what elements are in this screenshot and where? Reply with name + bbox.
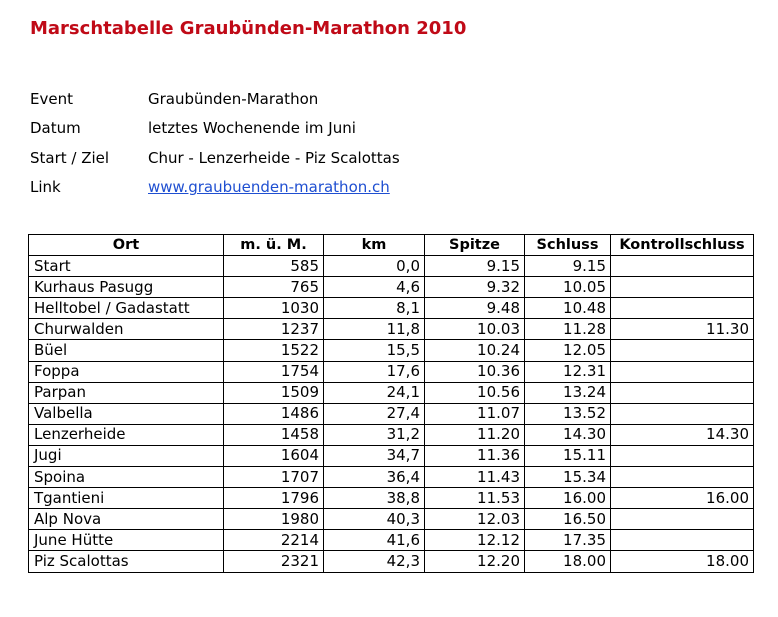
table-row bbox=[29, 488, 754, 509]
cell-spitze: 10.56 bbox=[425, 382, 525, 403]
cell-ort: Lenzerheide bbox=[29, 424, 224, 445]
table-body bbox=[29, 256, 754, 572]
cell-hoehe: 1030 bbox=[224, 298, 324, 319]
table-row bbox=[29, 424, 754, 445]
event-info bbox=[30, 84, 400, 202]
cell-spitze: 10.24 bbox=[425, 340, 525, 361]
info-label: Link bbox=[30, 178, 61, 197]
cell-schluss: 10.05 bbox=[525, 277, 611, 298]
cell-spitze: 11.53 bbox=[425, 488, 525, 509]
cell-schluss: 13.24 bbox=[525, 382, 611, 403]
column-header-spitze: Spitze bbox=[425, 235, 525, 256]
cell-kontrollschluss bbox=[611, 382, 754, 403]
info-label: Datum bbox=[30, 119, 81, 138]
cell-hoehe: 1509 bbox=[224, 382, 324, 403]
cell-schluss: 16.00 bbox=[525, 488, 611, 509]
cell-spitze: 11.07 bbox=[425, 403, 525, 424]
info-row-start-ziel bbox=[30, 143, 400, 173]
table-row bbox=[29, 509, 754, 530]
cell-hoehe: 1796 bbox=[224, 488, 324, 509]
cell-km: 38,8 bbox=[324, 488, 425, 509]
cell-ort: Piz Scalottas bbox=[29, 551, 224, 572]
table-row bbox=[29, 403, 754, 424]
cell-kontrollschluss: 16.00 bbox=[611, 488, 754, 509]
cell-spitze: 11.43 bbox=[425, 467, 525, 488]
cell-hoehe: 1707 bbox=[224, 467, 324, 488]
cell-spitze: 9.48 bbox=[425, 298, 525, 319]
cell-kontrollschluss bbox=[611, 277, 754, 298]
cell-spitze: 10.36 bbox=[425, 361, 525, 382]
info-value: Chur - Lenzerheide - Piz Scalottas bbox=[148, 148, 400, 167]
cell-hoehe: 765 bbox=[224, 277, 324, 298]
table-row bbox=[29, 298, 754, 319]
cell-kontrollschluss bbox=[611, 467, 754, 488]
cell-kontrollschluss bbox=[611, 361, 754, 382]
cell-spitze: 12.03 bbox=[425, 509, 525, 530]
cell-schluss: 11.28 bbox=[525, 319, 611, 340]
table-row bbox=[29, 551, 754, 572]
info-value: letztes Wochenende im Juni bbox=[148, 119, 356, 138]
cell-ort: Büel bbox=[29, 340, 224, 361]
cell-schluss: 17.35 bbox=[525, 530, 611, 551]
column-header-kontrollschluss: Kontrollschluss bbox=[611, 235, 754, 256]
cell-ort: Tgantieni bbox=[29, 488, 224, 509]
cell-schluss: 9.15 bbox=[525, 256, 611, 277]
info-row-event bbox=[30, 84, 400, 114]
cell-kontrollschluss bbox=[611, 403, 754, 424]
cell-kontrollschluss: 18.00 bbox=[611, 551, 754, 572]
info-label: Event bbox=[30, 89, 73, 108]
cell-spitze: 9.32 bbox=[425, 277, 525, 298]
cell-kontrollschluss bbox=[611, 530, 754, 551]
cell-hoehe: 1486 bbox=[224, 403, 324, 424]
cell-schluss: 15.11 bbox=[525, 445, 611, 466]
table-row bbox=[29, 382, 754, 403]
table-row bbox=[29, 256, 754, 277]
cell-km: 24,1 bbox=[324, 382, 425, 403]
march-table bbox=[28, 234, 754, 573]
cell-kontrollschluss bbox=[611, 298, 754, 319]
page-title: Marschtabelle Graubünden-Marathon 2010 bbox=[30, 18, 467, 39]
cell-ort: Helltobel / Gadastatt bbox=[29, 298, 224, 319]
cell-kontrollschluss bbox=[611, 256, 754, 277]
cell-km: 4,6 bbox=[324, 277, 425, 298]
cell-schluss: 13.52 bbox=[525, 403, 611, 424]
cell-spitze: 9.15 bbox=[425, 256, 525, 277]
cell-ort: Valbella bbox=[29, 403, 224, 424]
cell-km: 15,5 bbox=[324, 340, 425, 361]
cell-kontrollschluss bbox=[611, 340, 754, 361]
cell-km: 27,4 bbox=[324, 403, 425, 424]
cell-hoehe: 585 bbox=[224, 256, 324, 277]
info-row-link bbox=[30, 173, 400, 203]
cell-hoehe: 1237 bbox=[224, 319, 324, 340]
info-label: Start / Ziel bbox=[30, 148, 110, 167]
table-row bbox=[29, 340, 754, 361]
cell-hoehe: 2321 bbox=[224, 551, 324, 572]
cell-schluss: 14.30 bbox=[525, 424, 611, 445]
table-row bbox=[29, 361, 754, 382]
cell-schluss: 15.34 bbox=[525, 467, 611, 488]
cell-kontrollschluss: 14.30 bbox=[611, 424, 754, 445]
cell-hoehe: 1522 bbox=[224, 340, 324, 361]
info-row-datum bbox=[30, 114, 400, 144]
cell-hoehe: 2214 bbox=[224, 530, 324, 551]
cell-km: 40,3 bbox=[324, 509, 425, 530]
cell-km: 0,0 bbox=[324, 256, 425, 277]
cell-ort: Kurhaus Pasugg bbox=[29, 277, 224, 298]
cell-ort: June Hütte bbox=[29, 530, 224, 551]
cell-kontrollschluss: 11.30 bbox=[611, 319, 754, 340]
table-row bbox=[29, 467, 754, 488]
column-header-km: km bbox=[324, 235, 425, 256]
website-link[interactable]: www.graubuenden-marathon.ch bbox=[148, 178, 390, 197]
cell-ort: Churwalden bbox=[29, 319, 224, 340]
column-header-schluss: Schluss bbox=[525, 235, 611, 256]
cell-ort: Foppa bbox=[29, 361, 224, 382]
table-row bbox=[29, 277, 754, 298]
column-header-hoehe: m. ü. M. bbox=[224, 235, 324, 256]
table-row bbox=[29, 319, 754, 340]
table-row bbox=[29, 445, 754, 466]
cell-ort: Parpan bbox=[29, 382, 224, 403]
cell-ort: Spoina bbox=[29, 467, 224, 488]
cell-schluss: 16.50 bbox=[525, 509, 611, 530]
cell-hoehe: 1458 bbox=[224, 424, 324, 445]
table-row bbox=[29, 530, 754, 551]
cell-ort: Start bbox=[29, 256, 224, 277]
cell-km: 36,4 bbox=[324, 467, 425, 488]
cell-km: 31,2 bbox=[324, 424, 425, 445]
info-value: Graubünden-Marathon bbox=[148, 89, 319, 108]
cell-kontrollschluss bbox=[611, 445, 754, 466]
cell-spitze: 11.36 bbox=[425, 445, 525, 466]
column-header-ort: Ort bbox=[29, 235, 224, 256]
cell-schluss: 12.31 bbox=[525, 361, 611, 382]
cell-hoehe: 1604 bbox=[224, 445, 324, 466]
cell-schluss: 10.48 bbox=[525, 298, 611, 319]
cell-km: 11,8 bbox=[324, 319, 425, 340]
cell-spitze: 10.03 bbox=[425, 319, 525, 340]
cell-km: 34,7 bbox=[324, 445, 425, 466]
cell-schluss: 18.00 bbox=[525, 551, 611, 572]
cell-ort: Jugi bbox=[29, 445, 224, 466]
cell-hoehe: 1980 bbox=[224, 509, 324, 530]
cell-km: 41,6 bbox=[324, 530, 425, 551]
cell-ort: Alp Nova bbox=[29, 509, 224, 530]
cell-spitze: 12.12 bbox=[425, 530, 525, 551]
cell-spitze: 12.20 bbox=[425, 551, 525, 572]
cell-kontrollschluss bbox=[611, 509, 754, 530]
cell-km: 42,3 bbox=[324, 551, 425, 572]
cell-spitze: 11.20 bbox=[425, 424, 525, 445]
cell-km: 17,6 bbox=[324, 361, 425, 382]
cell-schluss: 12.05 bbox=[525, 340, 611, 361]
cell-km: 8,1 bbox=[324, 298, 425, 319]
cell-hoehe: 1754 bbox=[224, 361, 324, 382]
table-header-row bbox=[29, 235, 754, 256]
